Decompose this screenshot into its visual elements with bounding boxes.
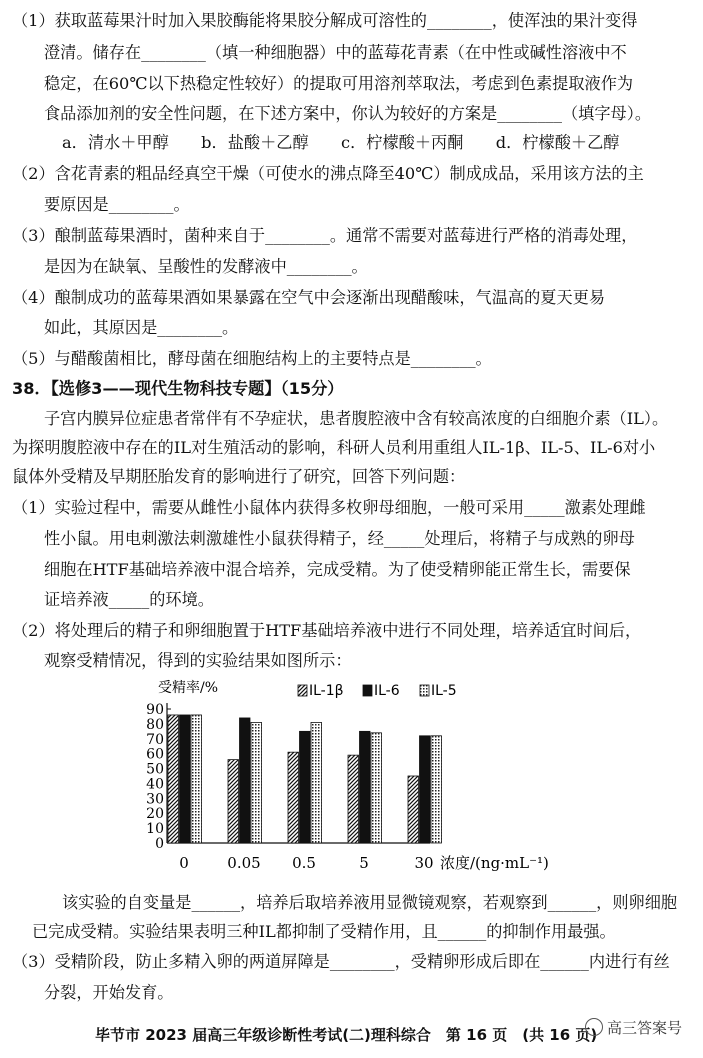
- y-tick-label: 50: [146, 761, 164, 778]
- text-line: （2）将处理后的精子和卵细胞置于HTF基础培养液中进行不同处理，培养适宜时间后，: [12, 621, 642, 640]
- bar: [251, 722, 262, 843]
- section-heading: 38．【选修3——现代生物科技专题】（15分）: [12, 379, 344, 398]
- text-line: 澄清。储存在________（填一种细胞器）中的蓝莓花青素（在中性或碱性溶液中不: [44, 43, 627, 62]
- bar: [300, 731, 311, 843]
- page-footer: 毕节市 2023 届高三年级诊断性考试(二)理科综合 第 16 页 (共 16 页): [95, 1026, 598, 1044]
- fertilization-rate-chart: [146, 676, 570, 891]
- bar: [360, 731, 371, 843]
- bar: [228, 760, 239, 843]
- legend-swatch: [298, 685, 307, 696]
- text-line: 分裂，开始发育。: [44, 983, 174, 1002]
- legend-label: IL-6: [374, 683, 400, 699]
- y-tick-label: 40: [146, 776, 164, 793]
- text-line: 为探明腹腔液中存在的IL对生殖活动的影响，科研人员利用重组人IL-1β、IL-5、IL-6对小: [12, 438, 656, 457]
- bar: [240, 718, 251, 843]
- text-line: 观察受精情况，得到的实验结果如图所示：: [44, 651, 352, 670]
- legend-swatch: [420, 685, 429, 696]
- text-line: （3）酿制蓝莓果酒时，菌种来自于________。通常不需要对蓝莓进行严格的消毒处理，: [12, 226, 638, 245]
- text-line: 性小鼠。用电刺激法刺激雄性小鼠获得精子，经_____处理后，将精子与成熟的卵母: [44, 529, 635, 548]
- watermark: [585, 1017, 682, 1038]
- x-tick-label: 0.5: [292, 854, 316, 872]
- text-line: 食品添加剂的安全性问题，在下述方案中，你认为较好的方案是________（填字母）。: [44, 104, 652, 123]
- bar: [311, 722, 322, 843]
- text-line: （1）获取蓝莓果汁时加入果胶酶能将果胶分解成可溶性的________，使浑浊的果汁变得: [12, 11, 638, 30]
- text-line: 该实验的自变量是______，培养后取培养液用显微镜观察，若观察到______，则卵细胞: [62, 893, 678, 912]
- text-line: （2）含花青素的粗品经真空干燥（可使水的沸点降至40℃）制成成品，采用该方法的主: [12, 164, 644, 183]
- bar: [180, 715, 191, 843]
- x-tick-label: 5: [359, 854, 369, 872]
- legend-label: IL-1β: [309, 683, 344, 699]
- x-tick-label: 30: [414, 854, 434, 872]
- bar: [431, 736, 442, 843]
- y-tick-label: 70: [146, 731, 164, 748]
- bar: [191, 715, 202, 843]
- text-line: 如此，其原因是________。: [44, 318, 239, 337]
- bar: [168, 715, 179, 843]
- text-line: 细胞在HTF基础培养液中混合培养，完成受精。为了使受精卵能正常生长，需要保: [44, 560, 631, 579]
- text-line: （1）实验过程中，需要从雌性小鼠体内获得多枚卵母细胞，一般可采用_____激素处理雌: [12, 498, 646, 517]
- text-line: a．清水＋甲醇 b．盐酸＋乙醇 c．柠檬酸＋丙酮 d．柠檬酸＋乙醇: [62, 133, 620, 152]
- y-tick-label: 90: [146, 702, 164, 718]
- text-line: 已完成受精。实验结果表明三种IL都抑制了受精作用，且______的抑制作用最强。: [32, 922, 616, 941]
- text-line: （5）与醋酸菌相比，酵母菌在细胞结构上的主要特点是________。: [12, 349, 492, 368]
- text-line: 证培养液_____的环境。: [44, 590, 214, 609]
- text-line: （4）酿制成功的蓝莓果酒如果暴露在空气中会逐渐出现醋酸味，气温高的夏天更易: [12, 288, 606, 307]
- watermark-label: 高三答案号: [607, 1019, 683, 1037]
- wechat-icon: [585, 1018, 603, 1036]
- y-tick-label: 60: [146, 746, 164, 763]
- y-tick-label: 20: [146, 806, 164, 823]
- text-line: 鼠体外受精及早期胚胎发育的影响进行了研究，回答下列问题：: [12, 467, 466, 486]
- y-tick-label: 10: [146, 821, 164, 838]
- y-axis-label: 受精率/%: [158, 680, 219, 696]
- x-axis-label: 浓度/(ng·mL⁻¹): [440, 854, 549, 872]
- text-line: 稳定，在60℃以下热稳定性较好）的提取可用溶剂萃取法，考虑到色素提取液作为: [44, 74, 634, 93]
- bar: [420, 736, 431, 843]
- bar: [348, 755, 359, 843]
- x-tick-label: 0: [179, 854, 189, 872]
- bar: [288, 752, 299, 843]
- y-tick-label: 0: [155, 836, 164, 852]
- y-tick-label: 30: [146, 791, 164, 808]
- text-line: 子宫内膜异位症患者常伴有不孕症状，患者腹腔液中含有较高浓度的白细胞介素（IL）。: [44, 409, 669, 428]
- legend-label: IL-5: [431, 683, 457, 699]
- y-tick-label: 80: [146, 716, 164, 733]
- text-line: （3）受精阶段，防止多精入卵的两道屏障是________，受精卵形成后即在______内进行有丝: [12, 952, 670, 971]
- text-line: 要原因是________。: [44, 195, 190, 214]
- bar: [371, 733, 382, 843]
- x-tick-label: 0.05: [227, 854, 261, 872]
- text-line: 是因为在缺氧、呈酸性的发酵液中________。: [44, 257, 368, 276]
- bar: [408, 776, 419, 843]
- legend-swatch: [363, 685, 372, 696]
